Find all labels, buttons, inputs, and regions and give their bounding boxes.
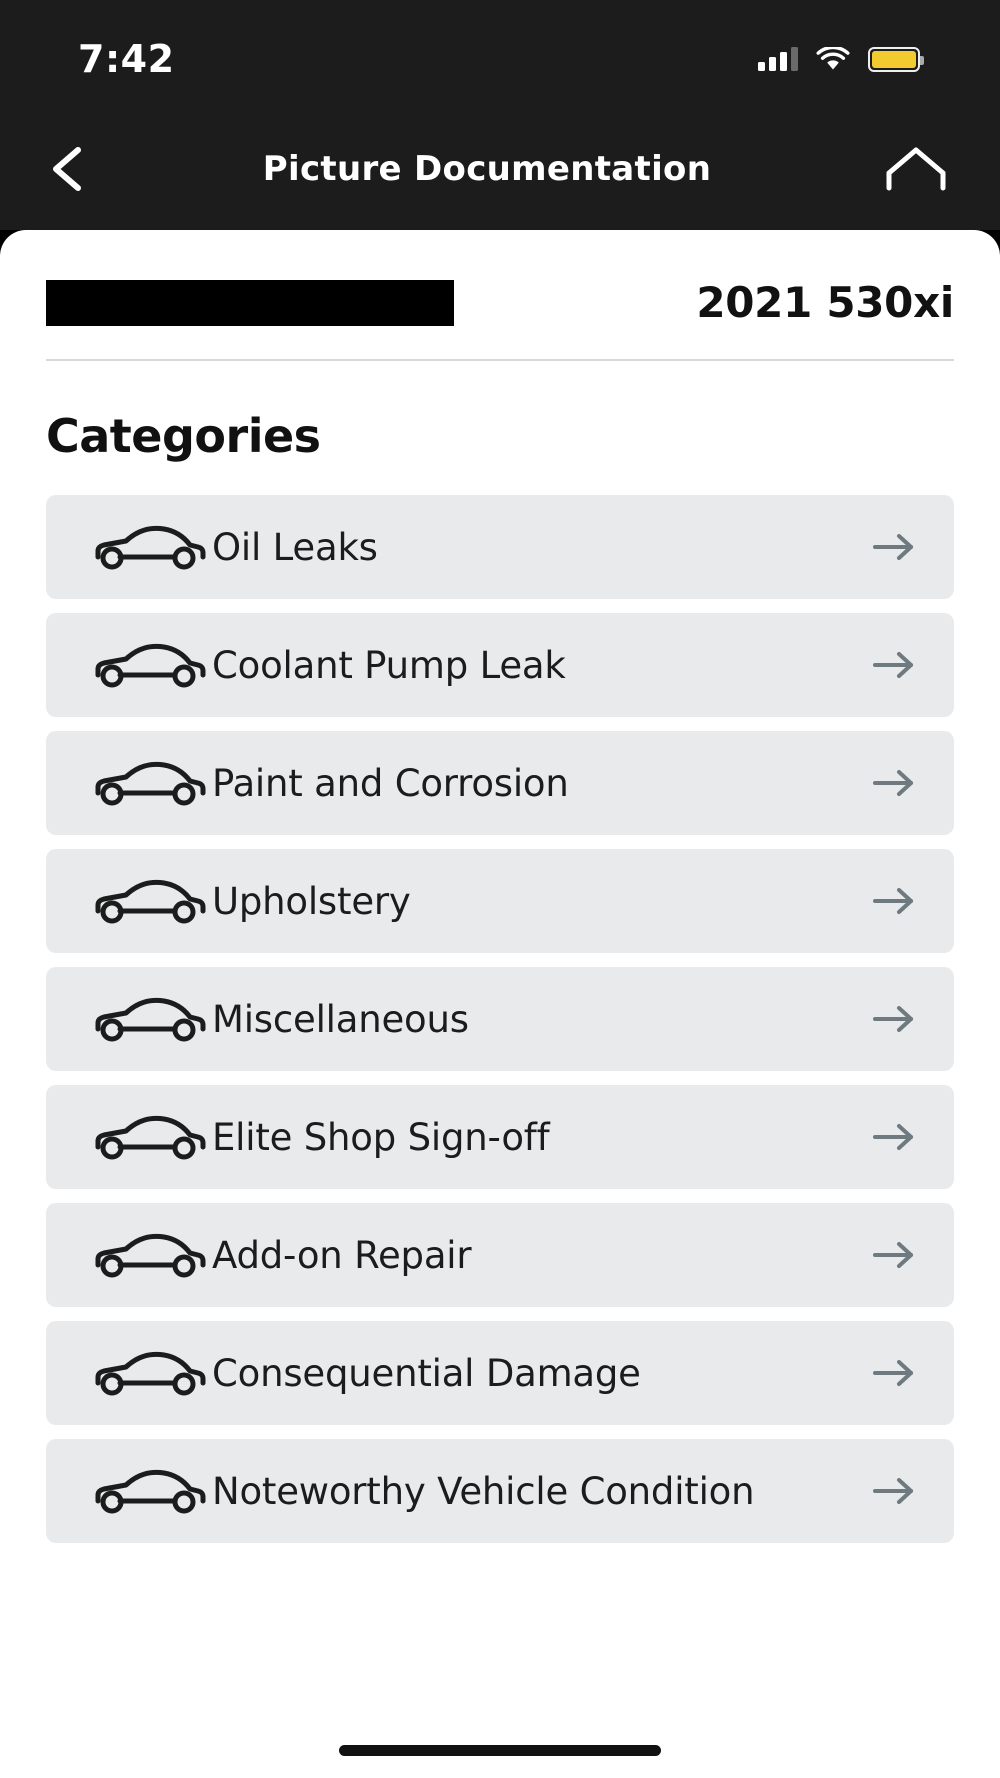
category-label: Upholstery bbox=[212, 879, 411, 923]
category-label: Consequential Damage bbox=[212, 1351, 641, 1395]
wifi-icon bbox=[816, 47, 850, 72]
status-bar bbox=[0, 0, 1000, 108]
home-indicator[interactable] bbox=[339, 1745, 661, 1756]
car-side-icon bbox=[90, 993, 212, 1045]
car-side-icon bbox=[90, 757, 212, 809]
categories-heading: Categories bbox=[46, 409, 321, 463]
category-row-upholstery[interactable] bbox=[46, 849, 954, 953]
arrow-right-icon bbox=[868, 1003, 920, 1035]
cellular-signal-icon bbox=[758, 47, 798, 71]
car-side-icon bbox=[90, 1229, 212, 1281]
category-label: Add-on Repair bbox=[212, 1233, 472, 1277]
arrow-right-icon bbox=[868, 649, 920, 681]
vehicle-model: 2021 530xi bbox=[696, 278, 954, 327]
arrow-right-icon bbox=[868, 531, 920, 563]
category-label: Elite Shop Sign-off bbox=[212, 1115, 550, 1159]
category-row-coolant-pump-leak[interactable] bbox=[46, 613, 954, 717]
category-label: Paint and Corrosion bbox=[212, 761, 569, 805]
arrow-right-icon bbox=[868, 1357, 920, 1389]
category-row-elite-shop-sign-off[interactable] bbox=[46, 1085, 954, 1189]
content-sheet bbox=[0, 230, 1000, 1778]
category-row-oil-leaks[interactable] bbox=[46, 495, 954, 599]
arrow-right-icon bbox=[868, 1239, 920, 1271]
car-side-icon bbox=[90, 521, 212, 573]
arrow-right-icon bbox=[868, 1475, 920, 1507]
home-icon[interactable] bbox=[880, 133, 952, 205]
arrow-right-icon bbox=[868, 767, 920, 799]
arrow-right-icon bbox=[868, 1121, 920, 1153]
category-row-consequential-damage[interactable] bbox=[46, 1321, 954, 1425]
nav-bar bbox=[0, 108, 1000, 230]
category-label: Coolant Pump Leak bbox=[212, 643, 566, 687]
category-label: Noteworthy Vehicle Condition bbox=[212, 1469, 755, 1513]
car-side-icon bbox=[90, 639, 212, 691]
status-icons bbox=[758, 37, 920, 72]
vehicle-header bbox=[46, 230, 954, 361]
customer-name-redacted bbox=[46, 280, 454, 326]
car-side-icon bbox=[90, 1347, 212, 1399]
category-row-noteworthy-vehicle-condition[interactable] bbox=[46, 1439, 954, 1543]
car-side-icon bbox=[90, 1111, 212, 1163]
page-title: Picture Documentation bbox=[262, 149, 712, 189]
categories-list bbox=[46, 495, 954, 1543]
category-label: Miscellaneous bbox=[212, 997, 469, 1041]
battery-icon bbox=[868, 47, 920, 72]
arrow-right-icon bbox=[868, 885, 920, 917]
status-time: 7:42 bbox=[78, 37, 175, 81]
category-row-miscellaneous[interactable] bbox=[46, 967, 954, 1071]
category-label: Oil Leaks bbox=[212, 525, 378, 569]
home-indicator-area bbox=[0, 1722, 1000, 1778]
category-row-paint-and-corrosion[interactable] bbox=[46, 731, 954, 835]
car-side-icon bbox=[90, 1465, 212, 1517]
category-row-add-on-repair[interactable] bbox=[46, 1203, 954, 1307]
car-side-icon bbox=[90, 875, 212, 927]
